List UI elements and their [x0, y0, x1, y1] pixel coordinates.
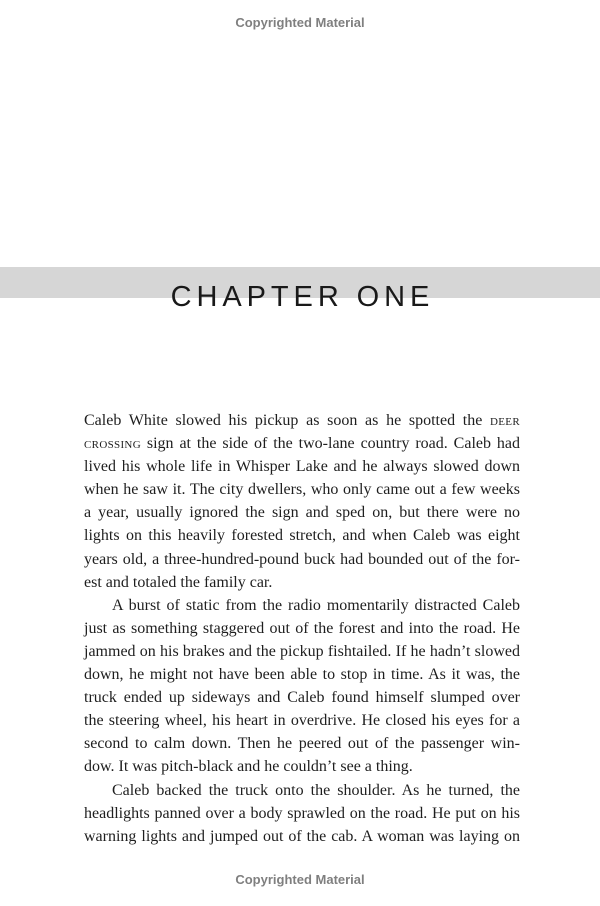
text-line: when he saw it. The city dwellers, who only came out a few weeks: [84, 481, 520, 499]
text-line: lights on this heavily forested stretch, and when Caleb was eight: [84, 527, 520, 545]
text-line: [84, 409, 520, 432]
small-caps-segment: deer: [490, 412, 520, 429]
text-line: Caleb backed the truck onto the shoulder. As he turned, the: [112, 781, 520, 799]
text-line: just as something staggered out of the forest and into the road. He: [84, 619, 520, 637]
body-text-block: [84, 409, 520, 848]
text-segment: sign at the side of the two-lane country road. Caleb had: [140, 435, 520, 453]
text-line: down, he might not have been able to stop in time. As it was, the: [84, 666, 520, 684]
text-line: years old, a three-hundred-pound buck had bounded out of the for-: [84, 550, 520, 568]
text-line: warning lights and jumped out of the cab. A woman was laying on: [84, 827, 520, 845]
text-line: jammed on his brakes and the pickup fishtailed. If he hadn’t slowed: [84, 642, 520, 660]
text-line: second to calm down. Then he peered out of the passenger win-: [84, 735, 520, 753]
text-line: a year, usually ignored the sign and sped on, but there were no: [84, 504, 520, 522]
copyright-notice-top: Copyrighted Material: [235, 15, 365, 30]
text-line: est and totaled the family car.: [84, 573, 273, 591]
text-line: lived his whole life in Whisper Lake and he always slowed down: [84, 458, 520, 476]
text-segment: Caleb White slowed his pickup as soon as he spotted the: [84, 412, 490, 429]
chapter-title: CHAPTER ONE: [170, 281, 435, 313]
text-line: truck ended up sideways and Caleb found himself slumped over: [84, 689, 520, 707]
text-line: A burst of static from the radio momentarily distracted Caleb: [112, 596, 520, 614]
small-caps-segment: crossing: [84, 435, 141, 453]
copyright-notice-bottom: Copyrighted Material: [235, 872, 365, 887]
text-line: the steering wheel, his heart in overdrive. He closed his eyes for a: [84, 712, 520, 730]
text-line: dow. It was pitch-black and he couldn’t see a thing.: [84, 758, 413, 776]
text-line: [84, 432, 520, 455]
text-line: headlights panned over a body sprawled on the road. He put on his: [84, 804, 520, 822]
